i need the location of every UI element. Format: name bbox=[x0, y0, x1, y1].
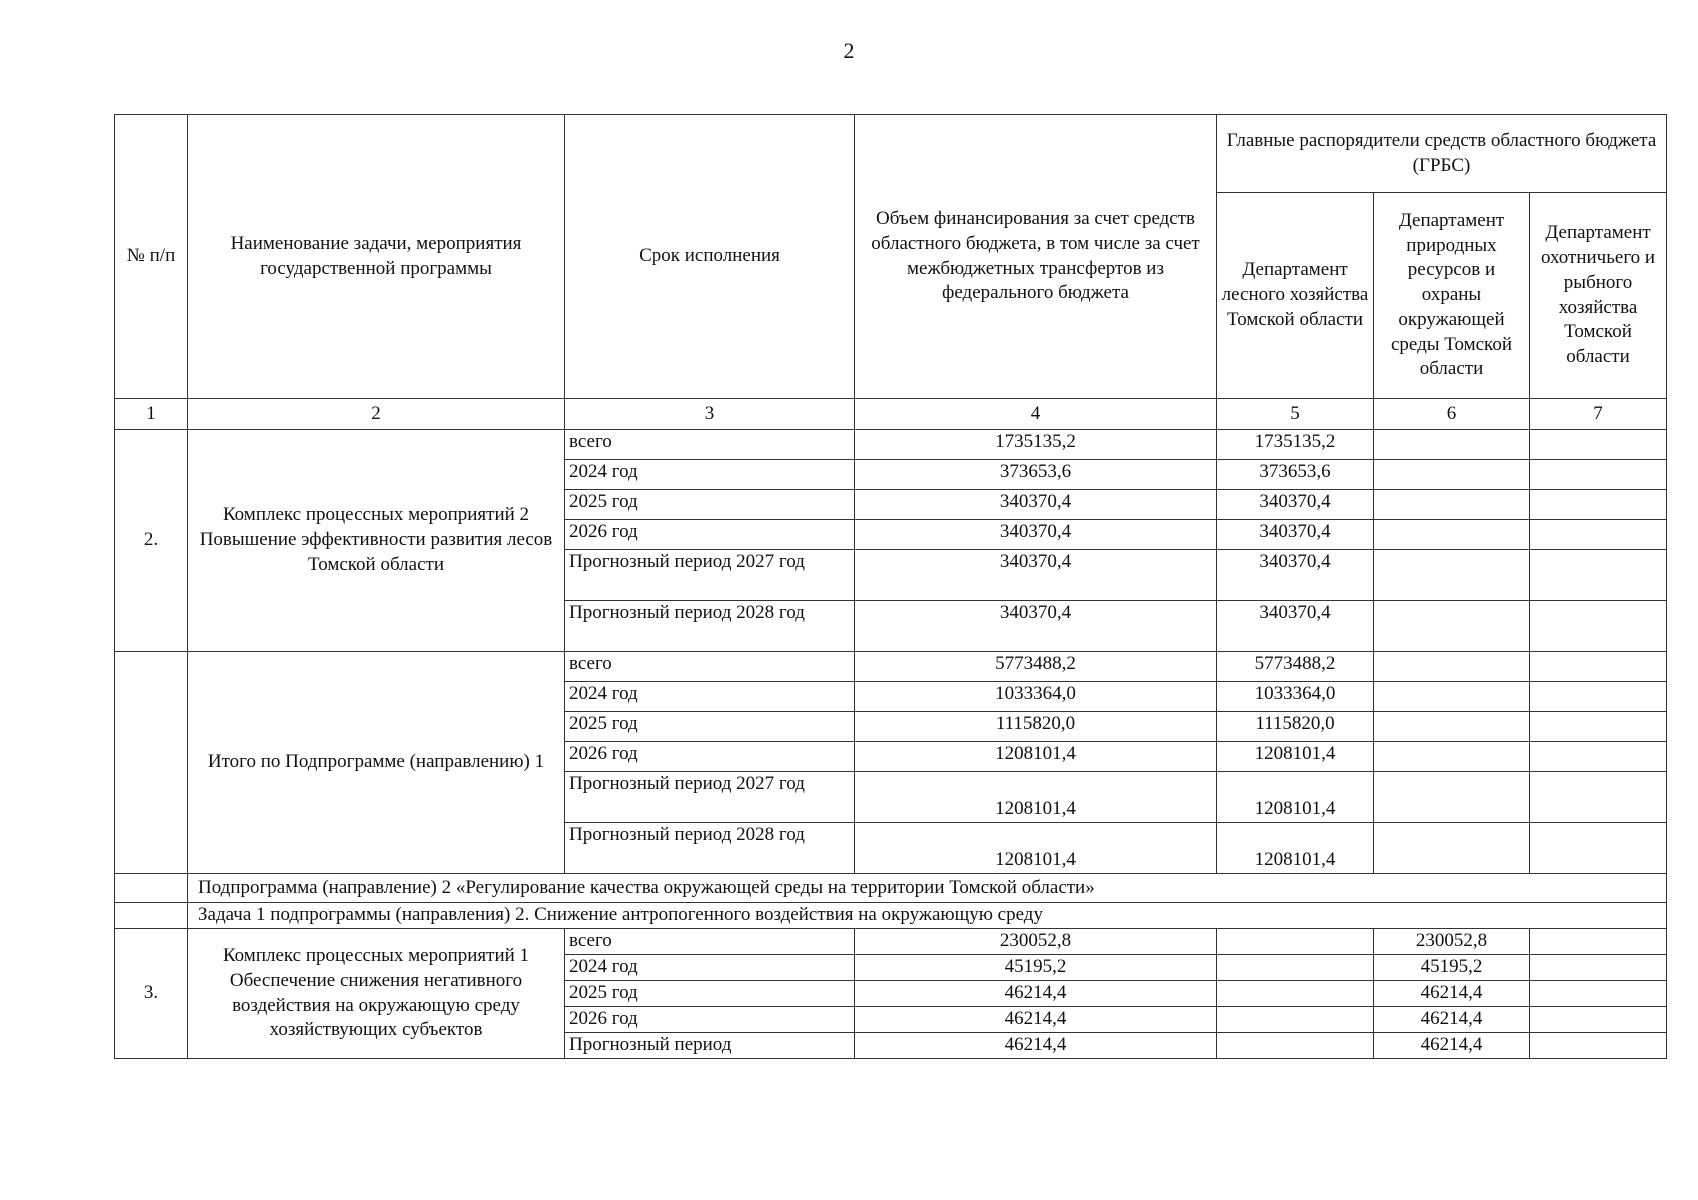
header-dept-hunting: Департамент охотничьего и рыбного хозяйства Томской области bbox=[1530, 193, 1667, 399]
header-grbs: Главные распорядители средств областного бюджета (ГРБС) bbox=[1217, 115, 1667, 193]
dept-hunting-cell bbox=[1530, 712, 1667, 742]
dept-hunting-cell bbox=[1530, 430, 1667, 460]
total-cell: 45195,2 bbox=[855, 955, 1217, 981]
total-cell: 373653,6 bbox=[855, 460, 1217, 490]
dept-hunting-cell bbox=[1530, 929, 1667, 955]
row-number: 3. bbox=[115, 929, 188, 1059]
dept-forestry-cell: 1208101,4 bbox=[1217, 823, 1374, 874]
total-cell: 1208101,4 bbox=[855, 772, 1217, 823]
dept-hunting-cell bbox=[1530, 823, 1667, 874]
period-cell: 2025 год bbox=[565, 712, 855, 742]
dept-nature-cell bbox=[1374, 430, 1530, 460]
total-cell: 340370,4 bbox=[855, 550, 1217, 601]
dept-forestry-cell: 1735135,2 bbox=[1217, 430, 1374, 460]
period-cell: 2024 год bbox=[565, 955, 855, 981]
dept-hunting-cell bbox=[1530, 490, 1667, 520]
activity-name: Комплекс процессных мероприятий 2 Повышение эффективности развития лесов Томской области bbox=[188, 430, 565, 652]
col-number: 2 bbox=[188, 399, 565, 430]
dept-nature-cell: 46214,4 bbox=[1374, 1007, 1530, 1033]
col-number: 1 bbox=[115, 399, 188, 430]
subprogram-row bbox=[115, 874, 1667, 903]
dept-hunting-cell bbox=[1530, 520, 1667, 550]
dept-forestry-cell: 1033364,0 bbox=[1217, 682, 1374, 712]
period-cell: 2025 год bbox=[565, 490, 855, 520]
dept-nature-cell bbox=[1374, 490, 1530, 520]
dept-forestry-cell bbox=[1217, 1033, 1374, 1059]
dept-forestry-cell: 1208101,4 bbox=[1217, 742, 1374, 772]
dept-forestry-cell: 340370,4 bbox=[1217, 601, 1374, 652]
dept-forestry-cell bbox=[1217, 981, 1374, 1007]
dept-hunting-cell bbox=[1530, 550, 1667, 601]
total-cell: 340370,4 bbox=[855, 520, 1217, 550]
empty-cell bbox=[115, 874, 188, 903]
header-volume: Объем финансирования за счет средств областного бюджета, в том числе за счет межбюджетных трансфертов из федерального бюджета bbox=[855, 115, 1217, 399]
col-number: 4 bbox=[855, 399, 1217, 430]
total-cell: 230052,8 bbox=[855, 929, 1217, 955]
total-cell: 340370,4 bbox=[855, 490, 1217, 520]
total-cell: 1208101,4 bbox=[855, 823, 1217, 874]
task-row bbox=[115, 903, 1667, 929]
dept-forestry-cell bbox=[1217, 929, 1374, 955]
header-num: № п/п bbox=[115, 115, 188, 399]
period-cell: Прогнозный период bbox=[565, 1033, 855, 1059]
dept-hunting-cell bbox=[1530, 682, 1667, 712]
total-cell: 46214,4 bbox=[855, 1007, 1217, 1033]
period-cell: 2024 год bbox=[565, 682, 855, 712]
period-cell: Прогнозный период 2027 год bbox=[565, 772, 855, 823]
dept-nature-cell bbox=[1374, 682, 1530, 712]
task-title: Задача 1 подпрограммы (направления) 2. Снижение антропогенного воздействия на окружающую среду bbox=[188, 903, 1667, 929]
period-cell: Прогнозный период 2028 год bbox=[565, 823, 855, 874]
total-cell: 5773488,2 bbox=[855, 652, 1217, 682]
dept-hunting-cell bbox=[1530, 981, 1667, 1007]
col-number: 6 bbox=[1374, 399, 1530, 430]
dept-hunting-cell bbox=[1530, 460, 1667, 490]
table-row bbox=[115, 929, 1667, 955]
dept-forestry-cell: 340370,4 bbox=[1217, 490, 1374, 520]
dept-forestry-cell: 1208101,4 bbox=[1217, 772, 1374, 823]
dept-nature-cell: 46214,4 bbox=[1374, 1033, 1530, 1059]
total-cell: 1208101,4 bbox=[855, 742, 1217, 772]
col-number: 5 bbox=[1217, 399, 1374, 430]
period-cell: Прогнозный период 2028 год bbox=[565, 601, 855, 652]
dept-hunting-cell bbox=[1530, 955, 1667, 981]
period-cell: 2026 год bbox=[565, 1007, 855, 1033]
header-name: Наименование задачи, мероприятия государственной программы bbox=[188, 115, 565, 399]
period-cell: Прогнозный период 2027 год bbox=[565, 550, 855, 601]
dept-hunting-cell bbox=[1530, 652, 1667, 682]
col-number: 3 bbox=[565, 399, 855, 430]
dept-nature-cell: 230052,8 bbox=[1374, 929, 1530, 955]
dept-nature-cell bbox=[1374, 823, 1530, 874]
dept-hunting-cell bbox=[1530, 1007, 1667, 1033]
total-cell: 46214,4 bbox=[855, 1033, 1217, 1059]
header-dept-nature: Департамент природных ресурсов и охраны окружающей среды Томской области bbox=[1374, 193, 1530, 399]
dept-forestry-cell: 340370,4 bbox=[1217, 520, 1374, 550]
dept-nature-cell bbox=[1374, 520, 1530, 550]
dept-nature-cell bbox=[1374, 550, 1530, 601]
dept-hunting-cell bbox=[1530, 601, 1667, 652]
dept-hunting-cell bbox=[1530, 772, 1667, 823]
dept-forestry-cell: 1115820,0 bbox=[1217, 712, 1374, 742]
period-cell: 2024 год bbox=[565, 460, 855, 490]
row-number: 2. bbox=[115, 430, 188, 652]
dept-nature-cell bbox=[1374, 742, 1530, 772]
period-cell: 2026 год bbox=[565, 520, 855, 550]
dept-hunting-cell bbox=[1530, 742, 1667, 772]
subprogram-title: Подпрограмма (направление) 2 «Регулирование качества окружающей среды на территории Томской области» bbox=[188, 874, 1667, 903]
empty-cell bbox=[115, 903, 188, 929]
dept-nature-cell bbox=[1374, 712, 1530, 742]
total-cell: 1033364,0 bbox=[855, 682, 1217, 712]
dept-nature-cell bbox=[1374, 460, 1530, 490]
dept-forestry-cell: 373653,6 bbox=[1217, 460, 1374, 490]
total-cell: 46214,4 bbox=[855, 981, 1217, 1007]
dept-nature-cell: 46214,4 bbox=[1374, 981, 1530, 1007]
table-row bbox=[115, 430, 1667, 460]
dept-nature-cell bbox=[1374, 772, 1530, 823]
period-cell: всего bbox=[565, 430, 855, 460]
period-cell: всего bbox=[565, 652, 855, 682]
activity-name: Комплекс процессных мероприятий 1 Обеспечение снижения негативного воздействия на окружающую среду хозяйствующих субъектов bbox=[188, 929, 565, 1059]
header-term: Срок исполнения bbox=[565, 115, 855, 399]
dept-forestry-cell bbox=[1217, 1007, 1374, 1033]
table-row bbox=[115, 652, 1667, 682]
period-cell: всего bbox=[565, 929, 855, 955]
total-cell: 340370,4 bbox=[855, 601, 1217, 652]
dept-nature-cell bbox=[1374, 652, 1530, 682]
col-number: 7 bbox=[1530, 399, 1667, 430]
financing-table bbox=[114, 114, 1667, 1059]
row-number bbox=[115, 652, 188, 874]
period-cell: 2025 год bbox=[565, 981, 855, 1007]
dept-nature-cell bbox=[1374, 601, 1530, 652]
period-cell: 2026 год bbox=[565, 742, 855, 772]
activity-name: Итого по Подпрограмме (направлению) 1 bbox=[188, 652, 565, 874]
dept-nature-cell: 45195,2 bbox=[1374, 955, 1530, 981]
header-dept-forestry: Департамент лесного хозяйства Томской области bbox=[1217, 193, 1374, 399]
dept-forestry-cell bbox=[1217, 955, 1374, 981]
total-cell: 1735135,2 bbox=[855, 430, 1217, 460]
page-number: 2 bbox=[843, 38, 855, 63]
dept-forestry-cell: 340370,4 bbox=[1217, 550, 1374, 601]
dept-hunting-cell bbox=[1530, 1033, 1667, 1059]
dept-forestry-cell: 5773488,2 bbox=[1217, 652, 1374, 682]
total-cell: 1115820,0 bbox=[855, 712, 1217, 742]
